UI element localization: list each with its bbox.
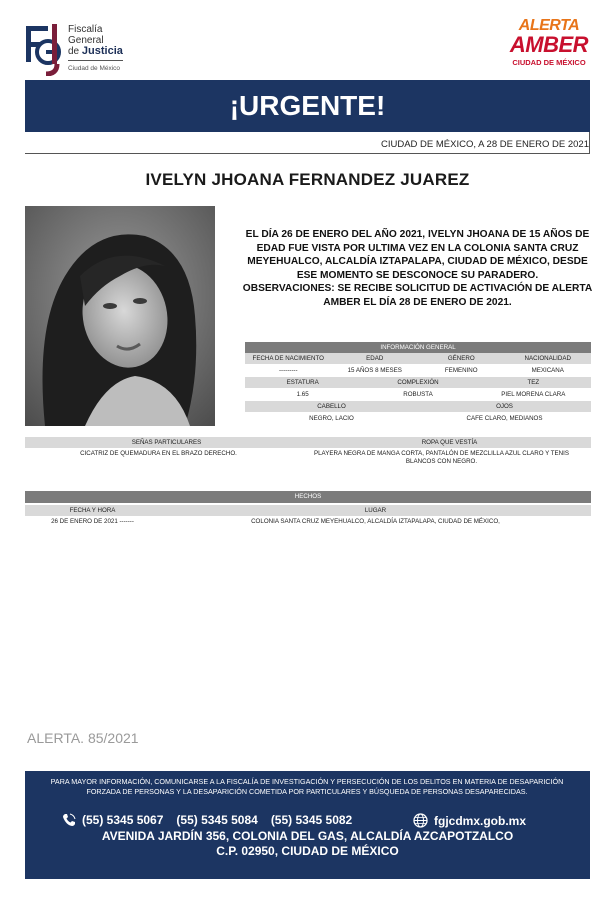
info-value-row-3	[245, 412, 591, 425]
value-distinguishing-marks: CICATRIZ DE QUEMADURA EN EL BRAZO DERECHO.	[80, 450, 237, 457]
general-info-table	[245, 342, 591, 425]
value-build: ROBUSTA	[403, 391, 433, 398]
fgj-line3-strong: Justicia	[81, 45, 123, 57]
phone-number-2[interactable]: (55) 5345 5084	[176, 813, 258, 827]
facts-title: HECHOS	[25, 491, 591, 503]
facts-value-row	[25, 516, 591, 527]
facts-table	[25, 491, 591, 527]
marks-table	[25, 437, 591, 466]
info-header-row-3	[245, 401, 591, 412]
fgj-line3-prefix: de	[68, 46, 80, 57]
header-distinguishing-marks: SEÑAS PARTICULARES	[131, 439, 202, 446]
website-url[interactable]: fgjcdmx.gob.mx	[434, 813, 527, 828]
phone-number-3[interactable]: (55) 5345 5082	[270, 813, 353, 827]
website[interactable]	[413, 813, 526, 828]
info-title: INFORMACIÓN GENERAL	[245, 342, 591, 353]
fgj-name	[68, 24, 123, 74]
header-eyes: OJOS	[496, 403, 513, 410]
info-header-row-1	[245, 353, 591, 364]
value-eyes: CAFE CLARO, MEDIANOS	[466, 415, 543, 422]
value-height: 1.65	[296, 391, 309, 398]
marks-header-row	[25, 437, 591, 448]
header-nationality: NACIONALIDAD	[524, 355, 571, 362]
value-clothing: PLAYERA NEGRA DE MANGA CORTA, PANTALÓN DE MEZCLILLA AZUL CLARO Y TENIS BLANCOS CON NEGRO.	[313, 450, 570, 465]
narrative-text: EL DÍA 26 DE ENERO DEL AÑO 2021, IVELYN JHOANA DE 15 AÑOS DE EDAD FUE VISTA POR ULTIMA VEZ EN LA COLONIA SANTA CRUZ MEYEHUALCO, ALCALDÍA IZTAPALAPA, CIUDAD DE MÉXICO, DESDE ESE MOMENTO SE DESCONOCE SU PARADERO.	[245, 229, 590, 281]
alert-number: ALERTA. 85/2021	[27, 730, 139, 746]
footer	[25, 771, 590, 879]
address-line-2: C.P. 02950, CIUDAD DE MÉXICO	[216, 844, 399, 858]
address-line-1: AVENIDA JARDÍN 356, COLONIA DEL GAS, ALCALDÍA AZCAPOTZALCO	[101, 829, 514, 843]
fgj-line2: General	[68, 35, 104, 46]
value-gender: FEMENINO	[444, 367, 478, 374]
person-name: IVELYN JHOANA FERNANDEZ JUAREZ	[145, 170, 470, 189]
header-build: COMPLEXIÓN	[397, 379, 439, 386]
amber-logo-line1: ALERTA	[518, 17, 580, 34]
phone-number-1[interactable]: (55) 5345 5067	[82, 813, 164, 827]
alerta-amber-logo	[509, 18, 589, 78]
value-complexion: PIEL MORENA CLARA	[501, 391, 566, 398]
value-hair: NEGRO, LACIO	[309, 415, 354, 422]
observations-text: OBSERVACIONES: SE RECIBE SOLICITUD DE ACTIVACIÓN DE ALERTA AMBER EL DÍA 28 DE ENERO DE 2021.	[242, 283, 593, 308]
globe-icon	[413, 813, 428, 828]
narrative	[240, 228, 595, 309]
urgent-banner: ¡URGENTE!	[25, 80, 590, 132]
header-age: EDAD	[366, 355, 384, 362]
phone-icon	[62, 813, 76, 827]
facts-header-row	[25, 505, 591, 516]
header-birthdate: FECHA DE NACIMIENTO	[252, 355, 324, 362]
value-nationality: MEXICANA	[531, 367, 564, 374]
info-value-row-1	[245, 364, 591, 377]
header-date-time: FECHA Y HORA	[69, 507, 116, 514]
info-header-row-2	[245, 377, 591, 388]
value-age: 15 AÑOS 8 MESES	[347, 367, 402, 374]
header-gender: GÉNERO	[447, 355, 475, 362]
header-height: ESTATURA	[286, 379, 319, 386]
phone-numbers	[62, 813, 365, 827]
portrait-image	[25, 206, 215, 426]
date-line: CIUDAD DE MÉXICO, A 28 DE ENERO DE 2021	[380, 139, 589, 150]
amber-logo-line3: CIUDAD DE MÉXICO	[512, 58, 586, 67]
header-complexion: TEZ	[527, 379, 540, 386]
fgj-logo	[24, 22, 123, 76]
person-photo	[25, 206, 215, 426]
info-value-row-2	[245, 388, 591, 401]
footer-info-text: PARA MAYOR INFORMACIÓN, COMUNICARSE A LA FISCALÍA DE INVESTIGACIÓN Y PERSECUCIÓN DE LOS DELITOS EN MATERIA DE DESAPARICIÓN FORZADA DE PERSONAS Y LA DESAPARICIÓN COMETIDA POR PARTICULARES Y BÚSQUEDA DE PERSONAS DESAPARECIDAS.	[50, 777, 564, 796]
header-hair: CABELLO	[317, 403, 346, 410]
fgj-line4: Ciudad de México	[68, 60, 123, 74]
marks-value-row	[25, 450, 591, 466]
value-birthdate: ---------	[278, 367, 298, 374]
fgj-emblem-icon	[24, 22, 62, 76]
amber-logo-line2: AMBER	[509, 32, 589, 57]
value-place: COLONIA SANTA CRUZ MEYEHUALCO, ALCALDÍA IZTAPALAPA, CIUDAD DE MÉXICO,	[251, 518, 500, 525]
fgj-line1: Fiscalía	[68, 24, 103, 35]
value-date-time: 26 DE ENERO DE 2021 -------	[51, 518, 134, 525]
header-clothing: ROPA QUE VESTÍA	[421, 439, 478, 446]
header-place: LUGAR	[364, 507, 387, 514]
